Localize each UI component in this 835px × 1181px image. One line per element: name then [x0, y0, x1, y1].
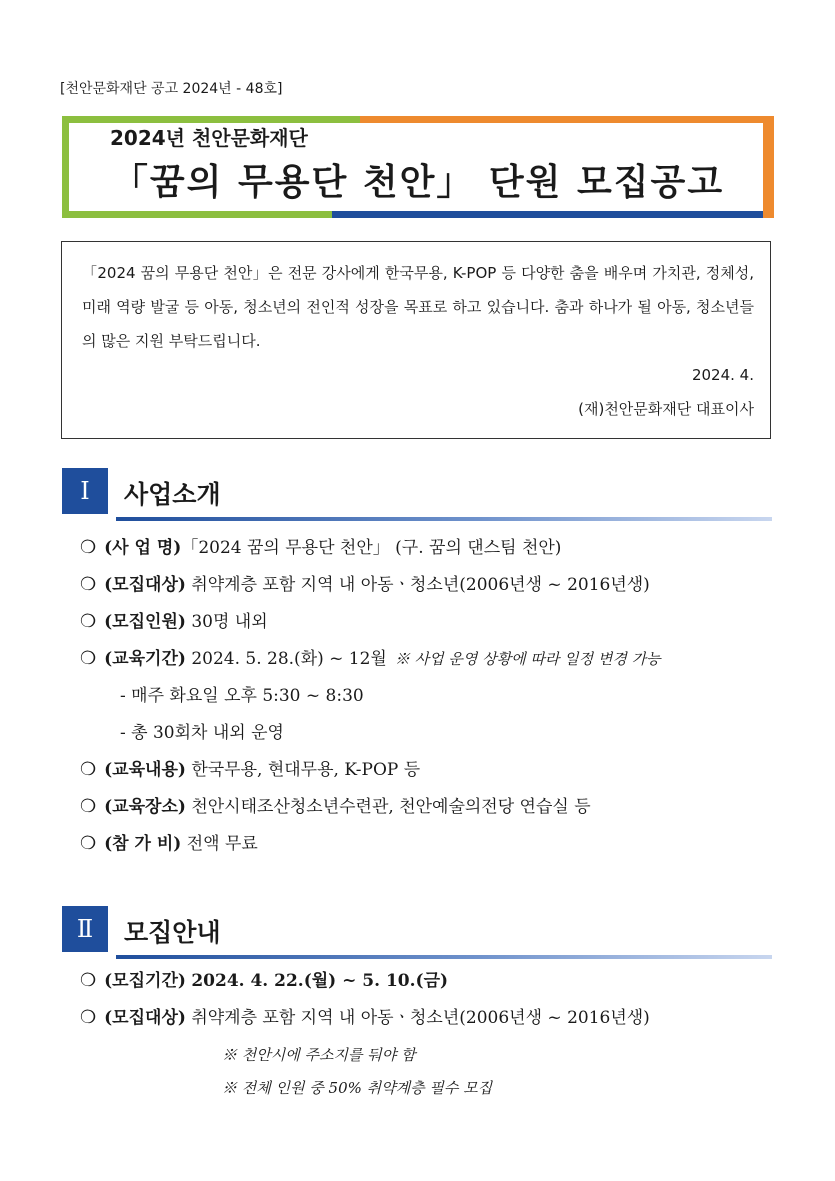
note-line: ※ 천안시에 주소지를 둬야 함 — [222, 1046, 416, 1064]
list-item — [80, 644, 780, 681]
item-label: (교육내용) — [104, 760, 186, 780]
item-value: 2024. 5. 28.(화) ~ 12월 — [191, 649, 387, 669]
section-number: Ⅱ — [62, 906, 108, 952]
section-header-2 — [62, 906, 774, 958]
item-value: 「2024 꿈의 무용단 천안」 (구. 꿈의 댄스팀 천안) — [181, 538, 562, 558]
item-value: 취약계층 포함 지역 내 아동ㆍ청소년(2006년생 ~ 2016년생) — [191, 1008, 650, 1028]
intro-body: 「2024 꿈의 무용단 천안」은 전문 강사에게 한국무용, K-POP 등 다양한 춤을 배우며 가치관, 정체성, 미래 역량 발굴 등 아동, 청소년의 전인적 성장을 목표로 하고 있습니다. 춤과 하나가 될 아동, 청소년들의 많은 지원 부탁드립니다. — [82, 264, 754, 350]
bullet-icon: ❍ — [80, 833, 97, 854]
item-value: 전액 무료 — [186, 834, 258, 854]
title-banner — [62, 116, 774, 218]
bullet-icon: ❍ — [80, 970, 97, 991]
section-rule — [116, 955, 772, 959]
item-value: 천안시태조산청소년수련관, 천안예술의전당 연습실 등 — [191, 797, 591, 817]
banner-bar-blue-bottom — [332, 211, 763, 218]
bullet-icon: ❍ — [80, 574, 97, 595]
bullet-icon: ❍ — [80, 648, 97, 669]
list-sub-item: - 매주 화요일 오후 5:30 ~ 8:30 — [120, 686, 364, 706]
item-label: (참 가 비) — [104, 834, 182, 854]
intro-box — [61, 241, 771, 439]
banner-title: 「꿈의 무용단 천안」 단원 모집공고 — [111, 162, 725, 203]
section-1-list — [80, 533, 780, 866]
item-value: 30명 내외 — [191, 612, 268, 632]
item-label: (모집대상) — [104, 575, 186, 595]
banner-subtitle: 2024년 천안문화재단 — [110, 126, 308, 150]
bullet-icon: ❍ — [80, 1007, 97, 1028]
list-item — [80, 533, 780, 570]
item-label: (모집대상) — [104, 1008, 186, 1028]
item-label: (모집기간) — [104, 971, 186, 991]
banner-bar-orange-top — [360, 116, 774, 123]
item-label: (모집인원) — [104, 612, 186, 632]
bullet-icon: ❍ — [80, 611, 97, 632]
intro-date: 2024. 4. — [691, 366, 754, 384]
bullet-icon: ❍ — [80, 537, 97, 558]
list-item — [80, 1003, 780, 1040]
item-value: 취약계층 포함 지역 내 아동ㆍ청소년(2006년생 ~ 2016년생) — [191, 575, 650, 595]
item-label: (교육장소) — [104, 797, 186, 817]
banner-bar-green-bottom — [62, 211, 337, 218]
list-item — [80, 755, 780, 792]
list-item — [80, 570, 780, 607]
section-2-list — [80, 966, 780, 1106]
bullet-icon: ❍ — [80, 796, 97, 817]
notice-number: [천안문화재단 공고 2024년 - 48호] — [60, 81, 283, 97]
item-note: ※ 사업 운영 상황에 따라 일정 변경 가능 — [394, 650, 661, 668]
note-line: ※ 전체 인원 중 50% 취약계층 필수 모집 — [222, 1079, 493, 1097]
item-label: (교육기간) — [104, 649, 186, 669]
bullet-icon: ❍ — [80, 759, 97, 780]
intro-signature: (재)천안문화재단 대표이사 — [578, 400, 754, 418]
list-item — [80, 607, 780, 644]
list-item — [80, 966, 780, 1003]
item-value: 한국무용, 현대무용, K-POP 등 — [191, 760, 421, 780]
list-sub-item: - 총 30회차 내외 운영 — [120, 723, 284, 743]
section-number: Ⅰ — [62, 468, 108, 514]
list-item — [80, 792, 780, 829]
section-title: 사업소개 — [124, 480, 221, 509]
section-rule — [116, 517, 772, 521]
item-value: 2024. 4. 22.(월) ~ 5. 10.(금) — [191, 971, 449, 991]
item-label: (사 업 명) — [104, 538, 182, 558]
section-header-1 — [62, 468, 774, 520]
section-title: 모집안내 — [124, 918, 221, 947]
list-item — [80, 829, 780, 866]
